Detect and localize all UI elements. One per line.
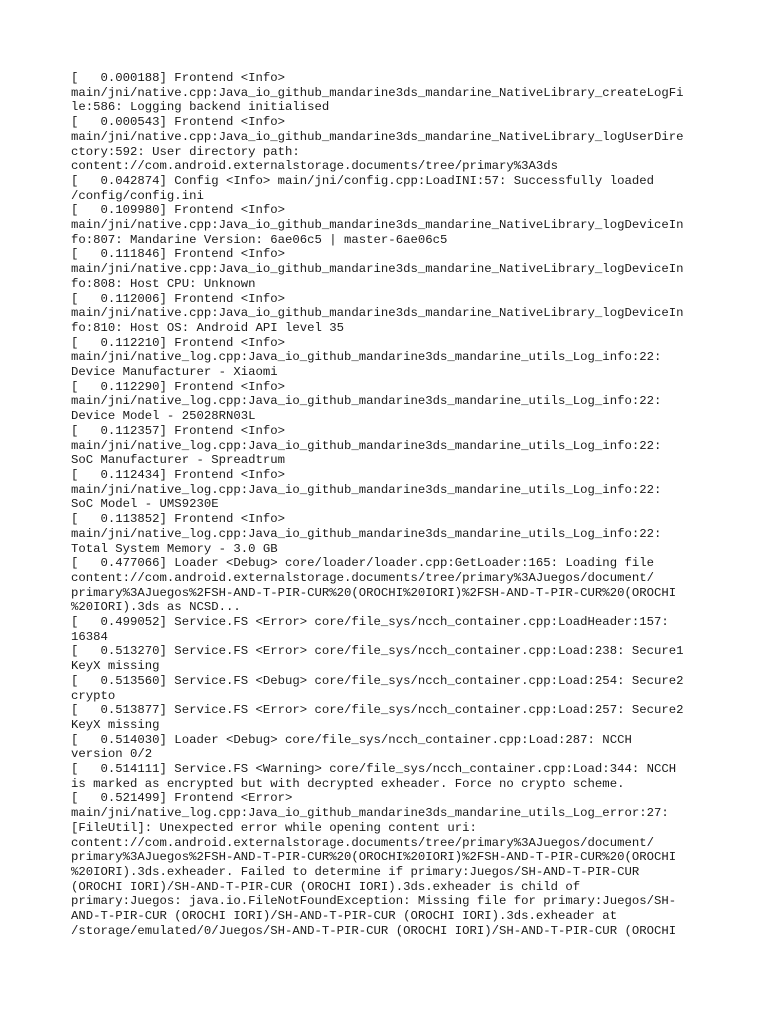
log-line: Device Manufacturer - Xiaomi bbox=[71, 365, 278, 380]
log-line: ctory:592: User directory path: bbox=[71, 144, 300, 159]
log-line: main/jni/native_log.cpp:Java_io_github_mandarine3ds_mandarine_utils_Log_info:22: bbox=[71, 482, 662, 497]
log-line: (OROCHI IORI)/SH-AND-T-PIR-CUR (OROCHI IORI).3ds.exheader is child of bbox=[71, 879, 581, 894]
log-line: content://com.android.externalstorage.documents/tree/primary%3A3ds bbox=[71, 159, 559, 174]
log-line: 16384 bbox=[71, 629, 108, 644]
log-line: [ 0.514030] Loader <Debug> core/file_sys/ncch_container.cpp:Load:287: NCCH bbox=[71, 732, 632, 747]
log-line: main/jni/native.cpp:Java_io_github_mandarine3ds_mandarine_NativeLibrary_logDeviceIn bbox=[71, 262, 684, 277]
log-line: crypto bbox=[71, 688, 116, 703]
log-line: %20IORI).3ds as NCSD... bbox=[71, 600, 241, 615]
log-line: KeyX missing bbox=[71, 659, 160, 674]
log-line: [ 0.111846] Frontend <Info> bbox=[71, 247, 286, 262]
log-line: [ 0.000188] Frontend <Info> bbox=[71, 71, 286, 85]
log-line: fo:807: Mandarine Version: 6ae06c5 | master-6ae06c5 bbox=[71, 232, 448, 247]
log-line: main/jni/native.cpp:Java_io_github_mandarine3ds_mandarine_NativeLibrary_logDeviceIn bbox=[71, 218, 684, 233]
log-line: main/jni/native.cpp:Java_io_github_mandarine3ds_mandarine_NativeLibrary_logUserDire bbox=[71, 129, 684, 144]
log-line: [ 0.521499] Frontend <Error> bbox=[71, 791, 293, 806]
log-line: [ 0.112434] Frontend <Info> bbox=[71, 467, 286, 482]
log-line: [ 0.513270] Service.FS <Error> core/file_sys/ncch_container.cpp:Load:238: Secure1 bbox=[71, 644, 684, 659]
log-line: content://com.android.externalstorage.documents/tree/primary%3AJuegos/document/ bbox=[71, 835, 654, 850]
log-line: fo:808: Host CPU: Unknown bbox=[71, 276, 256, 291]
log-line: primary:Juegos: java.io.FileNotFoundException: Missing file for primary:Juegos/SH- bbox=[71, 894, 677, 909]
log-line: SoC Model - UMS9230E bbox=[71, 497, 219, 512]
log-line: Device Model - 25028RN03L bbox=[71, 409, 256, 424]
log-line: [ 0.513560] Service.FS <Debug> core/file_sys/ncch_container.cpp:Load:254: Secure2 bbox=[71, 673, 684, 688]
log-line: [FileUtil]: Unexpected error while opening content uri: bbox=[71, 820, 477, 835]
log-line: [ 0.112006] Frontend <Info> bbox=[71, 291, 286, 306]
log-line: main/jni/native_log.cpp:Java_io_github_mandarine3ds_mandarine_utils_Log_info:22: bbox=[71, 394, 662, 409]
log-line: le:586: Logging backend initialised bbox=[71, 100, 330, 115]
log-line: main/jni/native_log.cpp:Java_io_github_mandarine3ds_mandarine_utils_Log_error:27: bbox=[71, 806, 669, 821]
log-line: SoC Manufacturer - Spreadtrum bbox=[71, 453, 286, 468]
log-line: [ 0.514111] Service.FS <Warning> core/file_sys/ncch_container.cpp:Load:344: NCCH bbox=[71, 762, 677, 777]
log-line: %20IORI).3ds.exheader. Failed to determine if primary:Juegos/SH-AND-T-PIR-CUR bbox=[71, 864, 640, 879]
log-line: main/jni/native.cpp:Java_io_github_mandarine3ds_mandarine_NativeLibrary_logDeviceIn bbox=[71, 306, 684, 321]
log-line: /storage/emulated/0/Juegos/SH-AND-T-PIR-CUR (OROCHI IORI)/SH-AND-T-PIR-CUR (OROCHI bbox=[71, 923, 677, 938]
log-line: [ 0.499052] Service.FS <Error> core/file_sys/ncch_container.cpp:LoadHeader:157: bbox=[71, 615, 669, 630]
log-line: AND-T-PIR-CUR (OROCHI IORI)/SH-AND-T-PIR-CUR (OROCHI IORI).3ds.exheader at bbox=[71, 909, 618, 924]
log-line: version 0/2 bbox=[71, 747, 153, 762]
log-line: [ 0.513877] Service.FS <Error> core/file_sys/ncch_container.cpp:Load:257: Secure2 bbox=[71, 703, 684, 718]
log-line: primary%3AJuegos%2FSH-AND-T-PIR-CUR%20(OROCHI%20IORI)%2FSH-AND-T-PIR-CUR%20(OROCHI bbox=[71, 850, 677, 865]
log-line: [ 0.112357] Frontend <Info> bbox=[71, 423, 286, 438]
log-line: [ 0.477066] Loader <Debug> core/loader/loader.cpp:GetLoader:165: Loading file bbox=[71, 556, 654, 571]
log-line: [ 0.000543] Frontend <Info> bbox=[71, 115, 286, 130]
log-line: main/jni/native_log.cpp:Java_io_github_mandarine3ds_mandarine_utils_Log_info:22: bbox=[71, 526, 662, 541]
log-line: main/jni/native.cpp:Java_io_github_mandarine3ds_mandarine_NativeLibrary_createLogFi bbox=[71, 85, 684, 100]
log-line: [ 0.112210] Frontend <Info> bbox=[71, 335, 286, 350]
log-line: fo:810: Host OS: Android API level 35 bbox=[71, 320, 345, 335]
log-line: primary%3AJuegos%2FSH-AND-T-PIR-CUR%20(OROCHI%20IORI)%2FSH-AND-T-PIR-CUR%20(OROCHI bbox=[71, 585, 677, 600]
log-line: main/jni/native_log.cpp:Java_io_github_mandarine3ds_mandarine_utils_Log_info:22: bbox=[71, 350, 662, 365]
log-line: content://com.android.externalstorage.documents/tree/primary%3AJuegos/document/ bbox=[71, 570, 654, 585]
log-line: main/jni/native_log.cpp:Java_io_github_mandarine3ds_mandarine_utils_Log_info:22: bbox=[71, 438, 662, 453]
log-line: [ 0.112290] Frontend <Info> bbox=[71, 379, 286, 394]
log-line: is marked as encrypted but with decrypted exheader. Force no crypto scheme. bbox=[71, 776, 625, 791]
log-line: Total System Memory - 3.0 GB bbox=[71, 541, 278, 556]
log-output bbox=[71, 71, 711, 938]
log-line: [ 0.113852] Frontend <Info> bbox=[71, 512, 286, 527]
log-line: /config/config.ini bbox=[71, 188, 204, 203]
log-line: KeyX missing bbox=[71, 717, 160, 732]
log-line: [ 0.109980] Frontend <Info> bbox=[71, 203, 286, 218]
log-line: [ 0.042874] Config <Info> main/jni/config.cpp:LoadINI:57: Successfully loaded bbox=[71, 173, 654, 188]
